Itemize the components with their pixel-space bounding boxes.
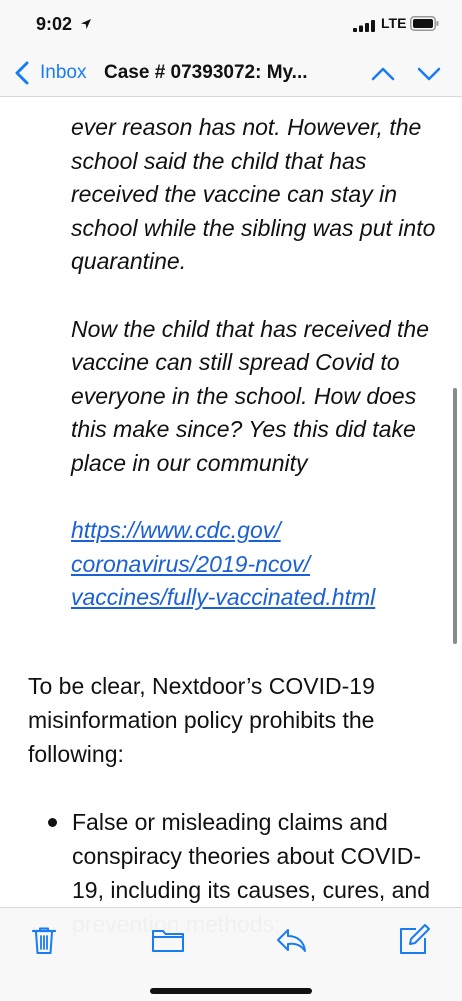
- cellular-signal-icon: [353, 19, 377, 37]
- navigation-bar: [0, 50, 462, 97]
- message-body[interactable]: [0, 97, 462, 907]
- quoted-post: [71, 111, 441, 615]
- quote-paragraph: Now the child that has received the vaccine can still spread Covid to everyone in the school. How does this make since? Yes this did take place in our community: [71, 315, 429, 476]
- policy-bullet-text: False or misleading claims and conspiracy theories about COVID-19, including its causes, cures, and: [72, 809, 430, 903]
- status-bar: [0, 0, 462, 50]
- battery-icon: [410, 16, 440, 36]
- status-time: 9:02: [36, 14, 73, 34]
- quote-paragraph: ever reason has not. However, the school said the child that has received the vaccine can stay in school while the sibling was put into quarantine.: [71, 114, 436, 275]
- compose-icon[interactable]: [396, 922, 432, 958]
- message-subject-title: Case # 07393072: My...: [104, 62, 308, 83]
- scroll-indicator: [453, 388, 457, 644]
- location-arrow-icon: [80, 17, 92, 35]
- bullet-dot-icon: [48, 818, 57, 827]
- cdc-link[interactable]: [71, 514, 441, 615]
- policy-section: [28, 669, 438, 941]
- cdc-link-line[interactable]: vaccines/fully-vaccinated.html: [71, 584, 376, 611]
- policy-intro-text: To be clear, Nextdoor’s COVID-19 misinformation policy prohibits the following:: [28, 673, 375, 767]
- home-indicator[interactable]: [150, 988, 312, 994]
- cdc-link-line[interactable]: coronavirus/2019-ncov/: [71, 550, 311, 577]
- back-to-inbox-button[interactable]: Inbox: [40, 62, 87, 83]
- reply-icon[interactable]: [273, 922, 309, 958]
- folder-icon[interactable]: [150, 922, 186, 958]
- previous-message-chevron-up-icon[interactable]: [370, 64, 396, 89]
- carrier-label: LTE: [381, 15, 407, 31]
- next-message-chevron-down-icon[interactable]: [416, 64, 442, 89]
- back-chevron-icon[interactable]: [12, 60, 32, 91]
- bottom-toolbar: [0, 907, 462, 1001]
- cdc-link-line[interactable]: https://www.cdc.gov/: [71, 517, 281, 544]
- trash-icon[interactable]: [26, 922, 62, 958]
